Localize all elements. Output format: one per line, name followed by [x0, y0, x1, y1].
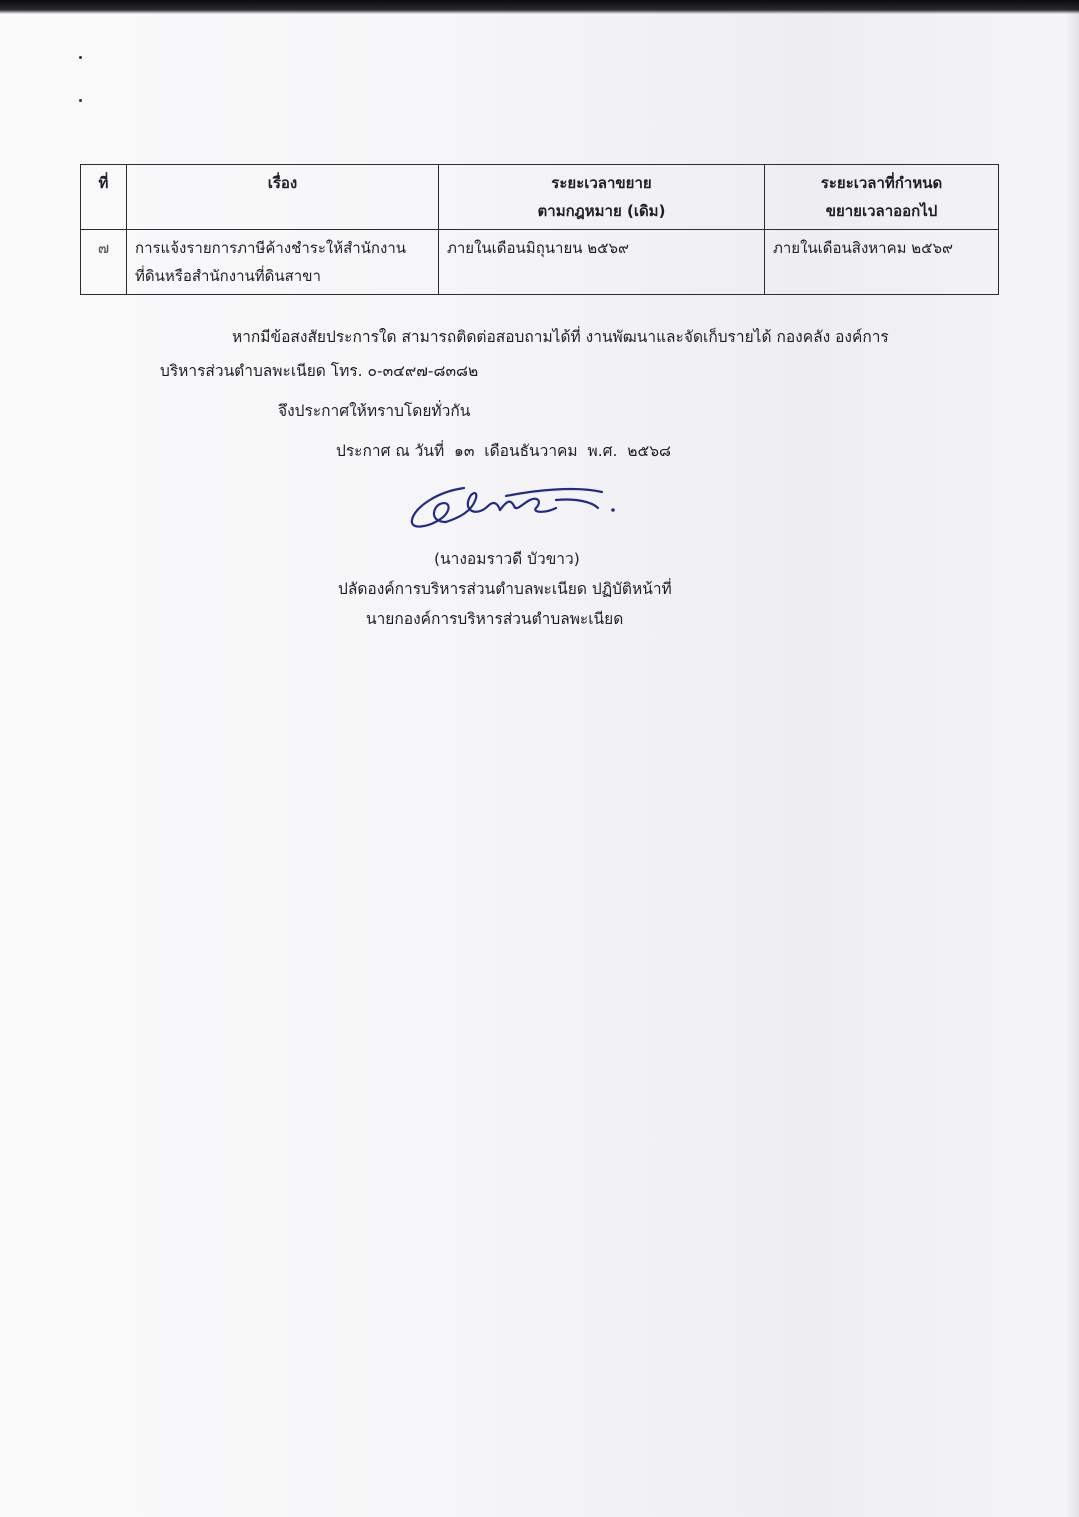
header-extended-period: ระยะเวลาที่กำหนด ขยายเวลาออกไป	[765, 165, 999, 230]
row-subject-line: ที่ดินหรือสำนักงานที่ดินสาขา	[135, 267, 321, 285]
contact-line-1: หากมีข้อสงสัยประการใด สามารถติดต่อสอบถามได้ที่ งานพัฒนาและจัดเก็บรายได้ กองคลัง องค์การ	[232, 328, 889, 346]
row-subject	[127, 230, 439, 295]
announce-line: จึงประกาศให้ทราบโดยทั่วกัน	[278, 402, 471, 420]
scan-top-edge	[0, 0, 1079, 14]
row-original-period: ภายในเดือนมิถุนายน ๒๕๖๙	[439, 230, 765, 295]
signatory-name: (นางอมราวดี บัวขาว)	[434, 550, 580, 568]
header-original-period: ระยะเวลาขยาย ตามกฎหมาย (เดิม)	[439, 165, 765, 230]
row-extended-period: ภายในเดือนสิงหาคม ๒๕๖๙	[765, 230, 999, 295]
scan-right-shadow	[1065, 0, 1079, 1517]
signatory-position-2: นายกองค์การบริหารส่วนตำบลพะเนียด	[366, 610, 624, 628]
handwritten-signature	[406, 478, 626, 540]
extension-table	[80, 164, 999, 295]
header-no: ที่	[81, 165, 127, 230]
table-header-row	[81, 165, 999, 230]
header-subject: เรื่อง	[127, 165, 439, 230]
row-subject-line: การแจ้งรายการภาษีค้างชำระให้สำนักงาน	[135, 239, 406, 257]
scan-speck	[79, 99, 82, 102]
table-row	[81, 230, 999, 295]
row-number: ๗	[81, 230, 127, 295]
contact-line-2: บริหารส่วนตำบลพะเนียด โทร. ๐-๓๔๙๗-๘๓๘๒	[160, 362, 479, 380]
signatory-position-1: ปลัดองค์การบริหารส่วนตำบลพะเนียด ปฏิบัติหน้าที่	[338, 580, 672, 598]
scan-speck	[79, 56, 82, 59]
date-line: ประกาศ ณ วันที่ ๑๓ เดือนธันวาคม พ.ศ. ๒๕๖๘	[336, 442, 671, 460]
